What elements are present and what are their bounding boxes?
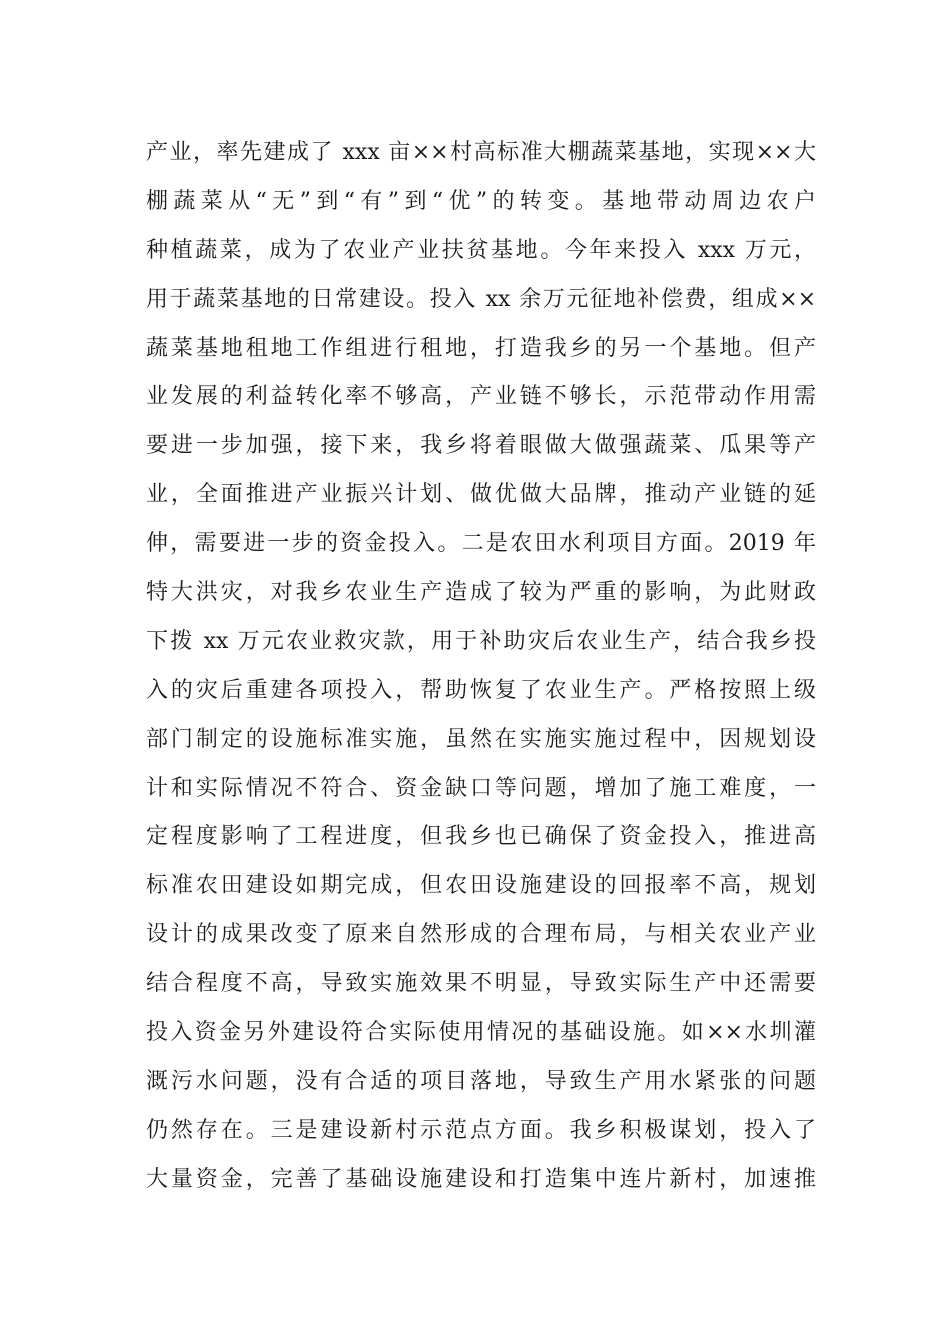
text-line: 业发展的利益转化率不够高，产业链不够长，示范带动作用需 — [146, 384, 816, 410]
text-line: 标准农田建设如期完成，但农田设施建设的回报率不高，规划 — [146, 873, 816, 899]
body-text — [146, 129, 816, 1205]
text-line: 下拨 xx 万元农业救灾款，用于补助灾后农业生产，结合我乡投 — [146, 628, 816, 654]
text-line: 定程度影响了工程进度，但我乡也已确保了资金投入，推进高 — [146, 824, 816, 850]
text-line: 产业，率先建成了 xxx 亩××村高标准大棚蔬菜基地，实现××大 — [146, 140, 816, 165]
text-line: 计和实际情况不符合、资金缺口等问题，增加了施工难度，一 — [146, 775, 816, 801]
text-line: 仍然存在。三是建设新村示范点方面。我乡积极谋划，投入了 — [146, 1117, 816, 1143]
text-line: 棚蔬菜从“无”到“有”到“优”的转变。基地带动周边农户 — [146, 188, 816, 214]
text-line: 要进一步加强，接下来，我乡将着眼做大做强蔬菜、瓜果等产 — [146, 433, 816, 459]
text-line: 设计的成果改变了原来自然形成的合理布局，与相关农业产业 — [146, 922, 816, 948]
text-line: 投入资金另外建设符合实际使用情况的基础设施。如××水圳灌 — [146, 1020, 816, 1046]
text-line: 入的灾后重建各项投入，帮助恢复了农业生产。严格按照上级 — [146, 677, 816, 703]
text-line: 伸，需要进一步的资金投入。二是农田水利项目方面。2019 年 — [146, 531, 816, 557]
text-line: 蔬菜基地租地工作组进行租地，打造我乡的另一个基地。但产 — [146, 335, 816, 361]
text-line: 种植蔬菜，成为了农业产业扶贫基地。今年来投入 xxx 万元， — [146, 237, 816, 263]
text-line: 业，全面推进产业振兴计划、做优做大品牌，推动产业链的延 — [146, 482, 816, 508]
text-line: 结合程度不高，导致实施效果不明显，导致实际生产中还需要 — [146, 971, 816, 997]
text-line: 溉污水问题，没有合适的项目落地，导致生产用水紧张的问题 — [146, 1068, 816, 1094]
text-line: 用于蔬菜基地的日常建设。投入 xx 余万元征地补偿费，组成×× — [146, 286, 816, 312]
text-line: 大量资金，完善了基础设施建设和打造集中连片新村，加速推 — [146, 1166, 816, 1192]
text-line: 部门制定的设施标准实施，虽然在实施实施过程中，因规划设 — [146, 726, 816, 752]
text-line: 特大洪灾，对我乡农业生产造成了较为严重的影响，为此财政 — [146, 580, 816, 606]
